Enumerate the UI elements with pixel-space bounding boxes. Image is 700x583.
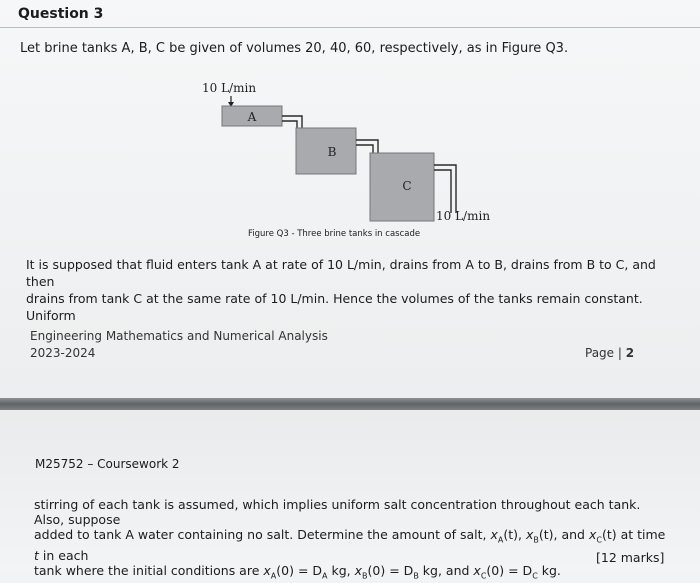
marks-label: [12 marks] xyxy=(596,550,664,565)
tank-b-label: B xyxy=(328,145,337,159)
problem-line-1: It is supposed that fluid enters tank A at rate of 10 L/min, drains from A to B, drains from B to C, and then xyxy=(26,256,676,290)
page-label: Page | xyxy=(585,346,626,360)
outflow-pipe xyxy=(434,165,456,213)
coursework-header: M25752 – Coursework 2 xyxy=(35,457,180,471)
continued-line-3: tank where the initial conditions are $x_A(0) = D_A$ kg, $x_B(0) = D_B$ kg, and $x_C(0) = D_C$ kg. xyxy=(34,563,674,583)
inflow-label: 10 L/min xyxy=(202,81,256,95)
page-number-value: 2 xyxy=(626,346,634,360)
tank-b xyxy=(296,128,356,174)
problem-line-2: drains from tank C at the same rate of 10 L/min. Hence the volumes of the tanks remain constant. Uniform xyxy=(26,290,676,324)
page-footer xyxy=(30,328,328,362)
figure-q3 xyxy=(190,78,510,228)
module-name: Engineering Mathematics and Numerical Analysis xyxy=(30,328,328,345)
intro-text: Let brine tanks A, B, C be given of volumes 20, 40, 60, respectively, as in Figure Q3. xyxy=(20,41,568,56)
figure-caption: Figure Q3 - Three brine tanks in cascade xyxy=(248,229,420,239)
question-title: Question 3 xyxy=(18,6,103,22)
outflow-label: 10 L/min xyxy=(436,209,490,223)
page-separator xyxy=(0,398,700,410)
continued-line-1: stirring of each tank is assumed, which implies uniform salt concentration throughout each tank. Also, suppose xyxy=(34,497,674,527)
academic-year: 2023-2024 xyxy=(30,345,328,362)
problem-text xyxy=(26,256,676,324)
page-number xyxy=(585,346,634,360)
continued-line-2: added to tank A water containing no salt. Determine the amount of salt, $x_A(t)$, $x_B(t)$, and $x_C(t)$ at time t in each xyxy=(34,527,674,563)
title-divider xyxy=(0,27,700,28)
tank-a-label: A xyxy=(247,110,257,124)
continued-problem-text xyxy=(34,497,674,583)
tank-c-label: C xyxy=(402,179,411,193)
